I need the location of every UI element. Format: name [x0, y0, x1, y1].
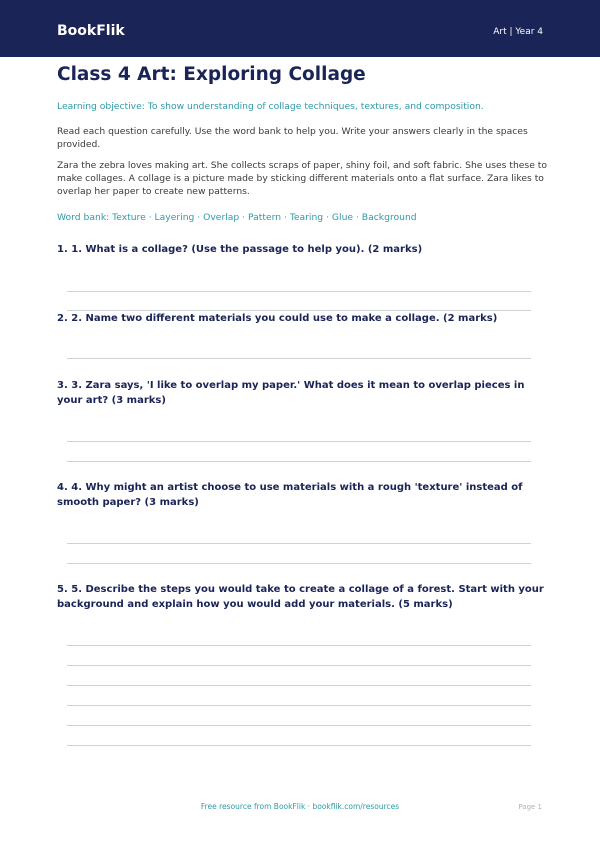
page-number: Page 1	[518, 803, 542, 811]
instructions: Read each question carefully. Use the word bank to help you. Write your answers clearly in the spaces provided.	[57, 126, 528, 150]
answer-line[interactable]	[67, 461, 531, 462]
question-4: 4. 4. Why might an artist choose to use materials with a rough 'texture' instead of smooth paper? (3 marks)	[57, 482, 523, 508]
word-bank: Word bank: Texture · Layering · Overlap · Pattern · Tearing · Glue · Background	[57, 212, 417, 223]
question-2: 2. 2. Name two different materials you could use to make a collage. (2 marks)	[57, 313, 498, 324]
breadcrumb: Art | Year 4	[493, 27, 543, 37]
brand-logo[interactable]: BookFlik	[57, 23, 125, 39]
answer-line[interactable]	[67, 665, 531, 666]
page-title: Class 4 Art: Exploring Collage	[57, 64, 366, 85]
answer-line[interactable]	[67, 685, 531, 686]
question-5: 5. 5. Describe the steps you would take to create a collage of a forest. Start with your background and explain how you would add your materials. (5 marks)	[57, 584, 544, 610]
answer-line[interactable]	[67, 705, 531, 706]
question-3: 3. 3. Zara says, 'I like to overlap my paper.' What does it mean to overlap pieces in your art? (3 marks)	[57, 380, 525, 406]
answer-line[interactable]	[67, 441, 531, 442]
answer-line[interactable]	[67, 745, 531, 746]
question-1: 1. 1. What is a collage? (Use the passage to help you). (2 marks)	[57, 244, 423, 255]
reading-passage: Zara the zebra loves making art. She collects scraps of paper, shiny foil, and soft fabric. She uses these to make collages. A collage is a picture made by sticking different materials onto a flat surface. Zara likes to overlap her paper to create new patterns.	[57, 160, 548, 197]
header-bar	[0, 0, 600, 57]
answer-line[interactable]	[67, 645, 531, 646]
answer-line[interactable]	[67, 358, 531, 359]
answer-line[interactable]	[67, 725, 531, 726]
footer-link[interactable]: Free resource from BookFlik · bookflik.com/resources	[200, 802, 400, 811]
answer-line[interactable]	[67, 291, 531, 292]
answer-line[interactable]	[67, 563, 531, 564]
learning-objective: Learning objective: To show understanding of collage techniques, textures, and composition.	[57, 101, 484, 112]
answer-line[interactable]	[67, 543, 531, 544]
